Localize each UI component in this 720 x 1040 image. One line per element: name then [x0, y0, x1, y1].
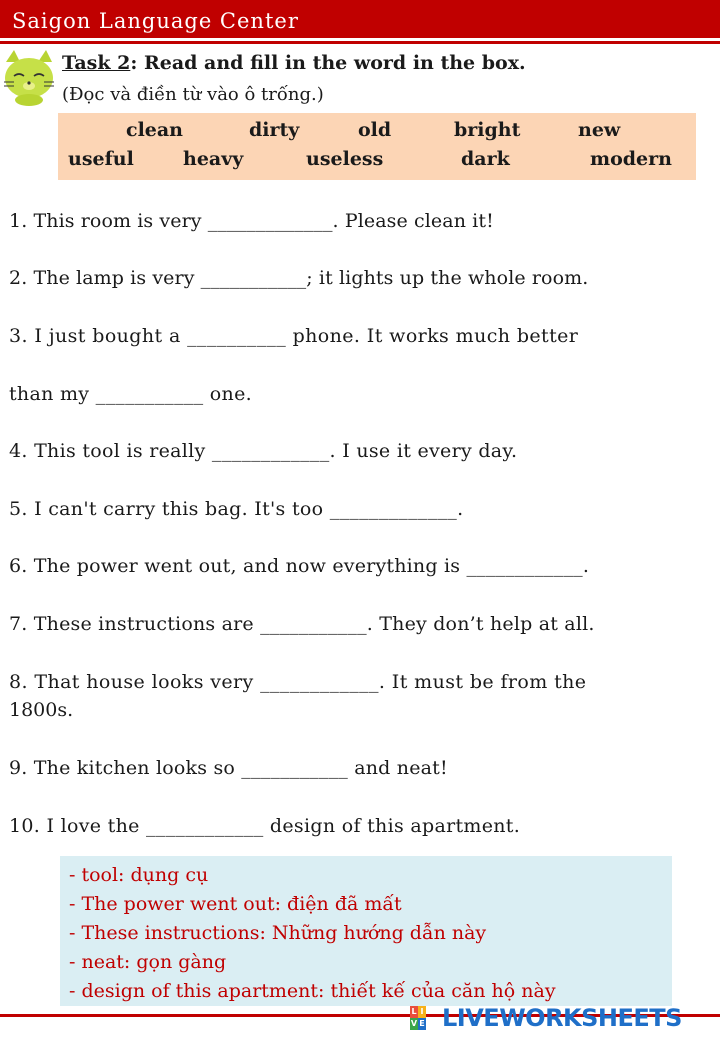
question-3-continued: than my ___________ one.	[9, 383, 252, 405]
task-instruction: : Read and fill in the word in the box.	[130, 52, 526, 74]
cat-mascot-icon	[0, 48, 58, 106]
question-1: 1. This room is very _____________. Please clean it!	[9, 210, 494, 232]
vocab-item: - design of this apartment: thiết kế của căn hộ này	[69, 980, 556, 1002]
vocab-item: - The power went out: điện đã mất	[69, 893, 402, 915]
word-option: clean	[126, 119, 183, 141]
word-option: bright	[454, 119, 521, 141]
word-option: dirty	[249, 119, 300, 141]
logo-text: LIVEWORKSHEETS	[442, 1004, 682, 1032]
logo-mark-icon: L I V E	[410, 1007, 425, 1028]
vocab-item: - These instructions: Những hướng dẫn này	[69, 922, 487, 944]
word-option: modern	[590, 148, 672, 170]
task-subtitle: (Đọc và điền từ vào ô trống.)	[62, 84, 324, 105]
word-option: new	[578, 119, 621, 141]
vocab-item: - neat: gọn gàng	[69, 951, 227, 973]
word-option: dark	[461, 148, 510, 170]
header-title: Saigon Language Center	[12, 9, 299, 33]
vocab-item: - tool: dụng cụ	[69, 864, 209, 886]
question-10: 10. I love the ____________ design of this apartment.	[9, 815, 521, 837]
task-label: Task 2	[62, 52, 131, 74]
question-2: 2. The lamp is very ___________; it lights up the whole room.	[9, 267, 589, 289]
question-4: 4. This tool is really ____________. I use it every day.	[9, 440, 518, 462]
word-option: old	[358, 119, 392, 141]
word-option: useless	[306, 148, 384, 170]
task-heading	[62, 52, 526, 74]
question-8: 8. That house looks very ____________. It must be from the	[9, 671, 587, 693]
header-bar	[0, 0, 720, 38]
liveworksheets-logo[interactable]	[410, 1003, 682, 1033]
question-5: 5. I can't carry this bag. It's too _____________.	[9, 498, 464, 520]
question-8-continued: 1800s.	[9, 699, 74, 721]
word-option: useful	[68, 148, 134, 170]
word-option: heavy	[183, 148, 244, 170]
question-7: 7. These instructions are ___________. They don’t help at all.	[9, 613, 595, 635]
vocabulary-box	[60, 856, 672, 1006]
question-9: 9. The kitchen looks so ___________ and neat!	[9, 757, 448, 779]
question-3: 3. I just bought a __________ phone. It works much better	[9, 325, 579, 347]
word-box	[58, 113, 696, 180]
question-6: 6. The power went out, and now everything is ____________.	[9, 555, 590, 577]
header-divider	[0, 41, 720, 44]
